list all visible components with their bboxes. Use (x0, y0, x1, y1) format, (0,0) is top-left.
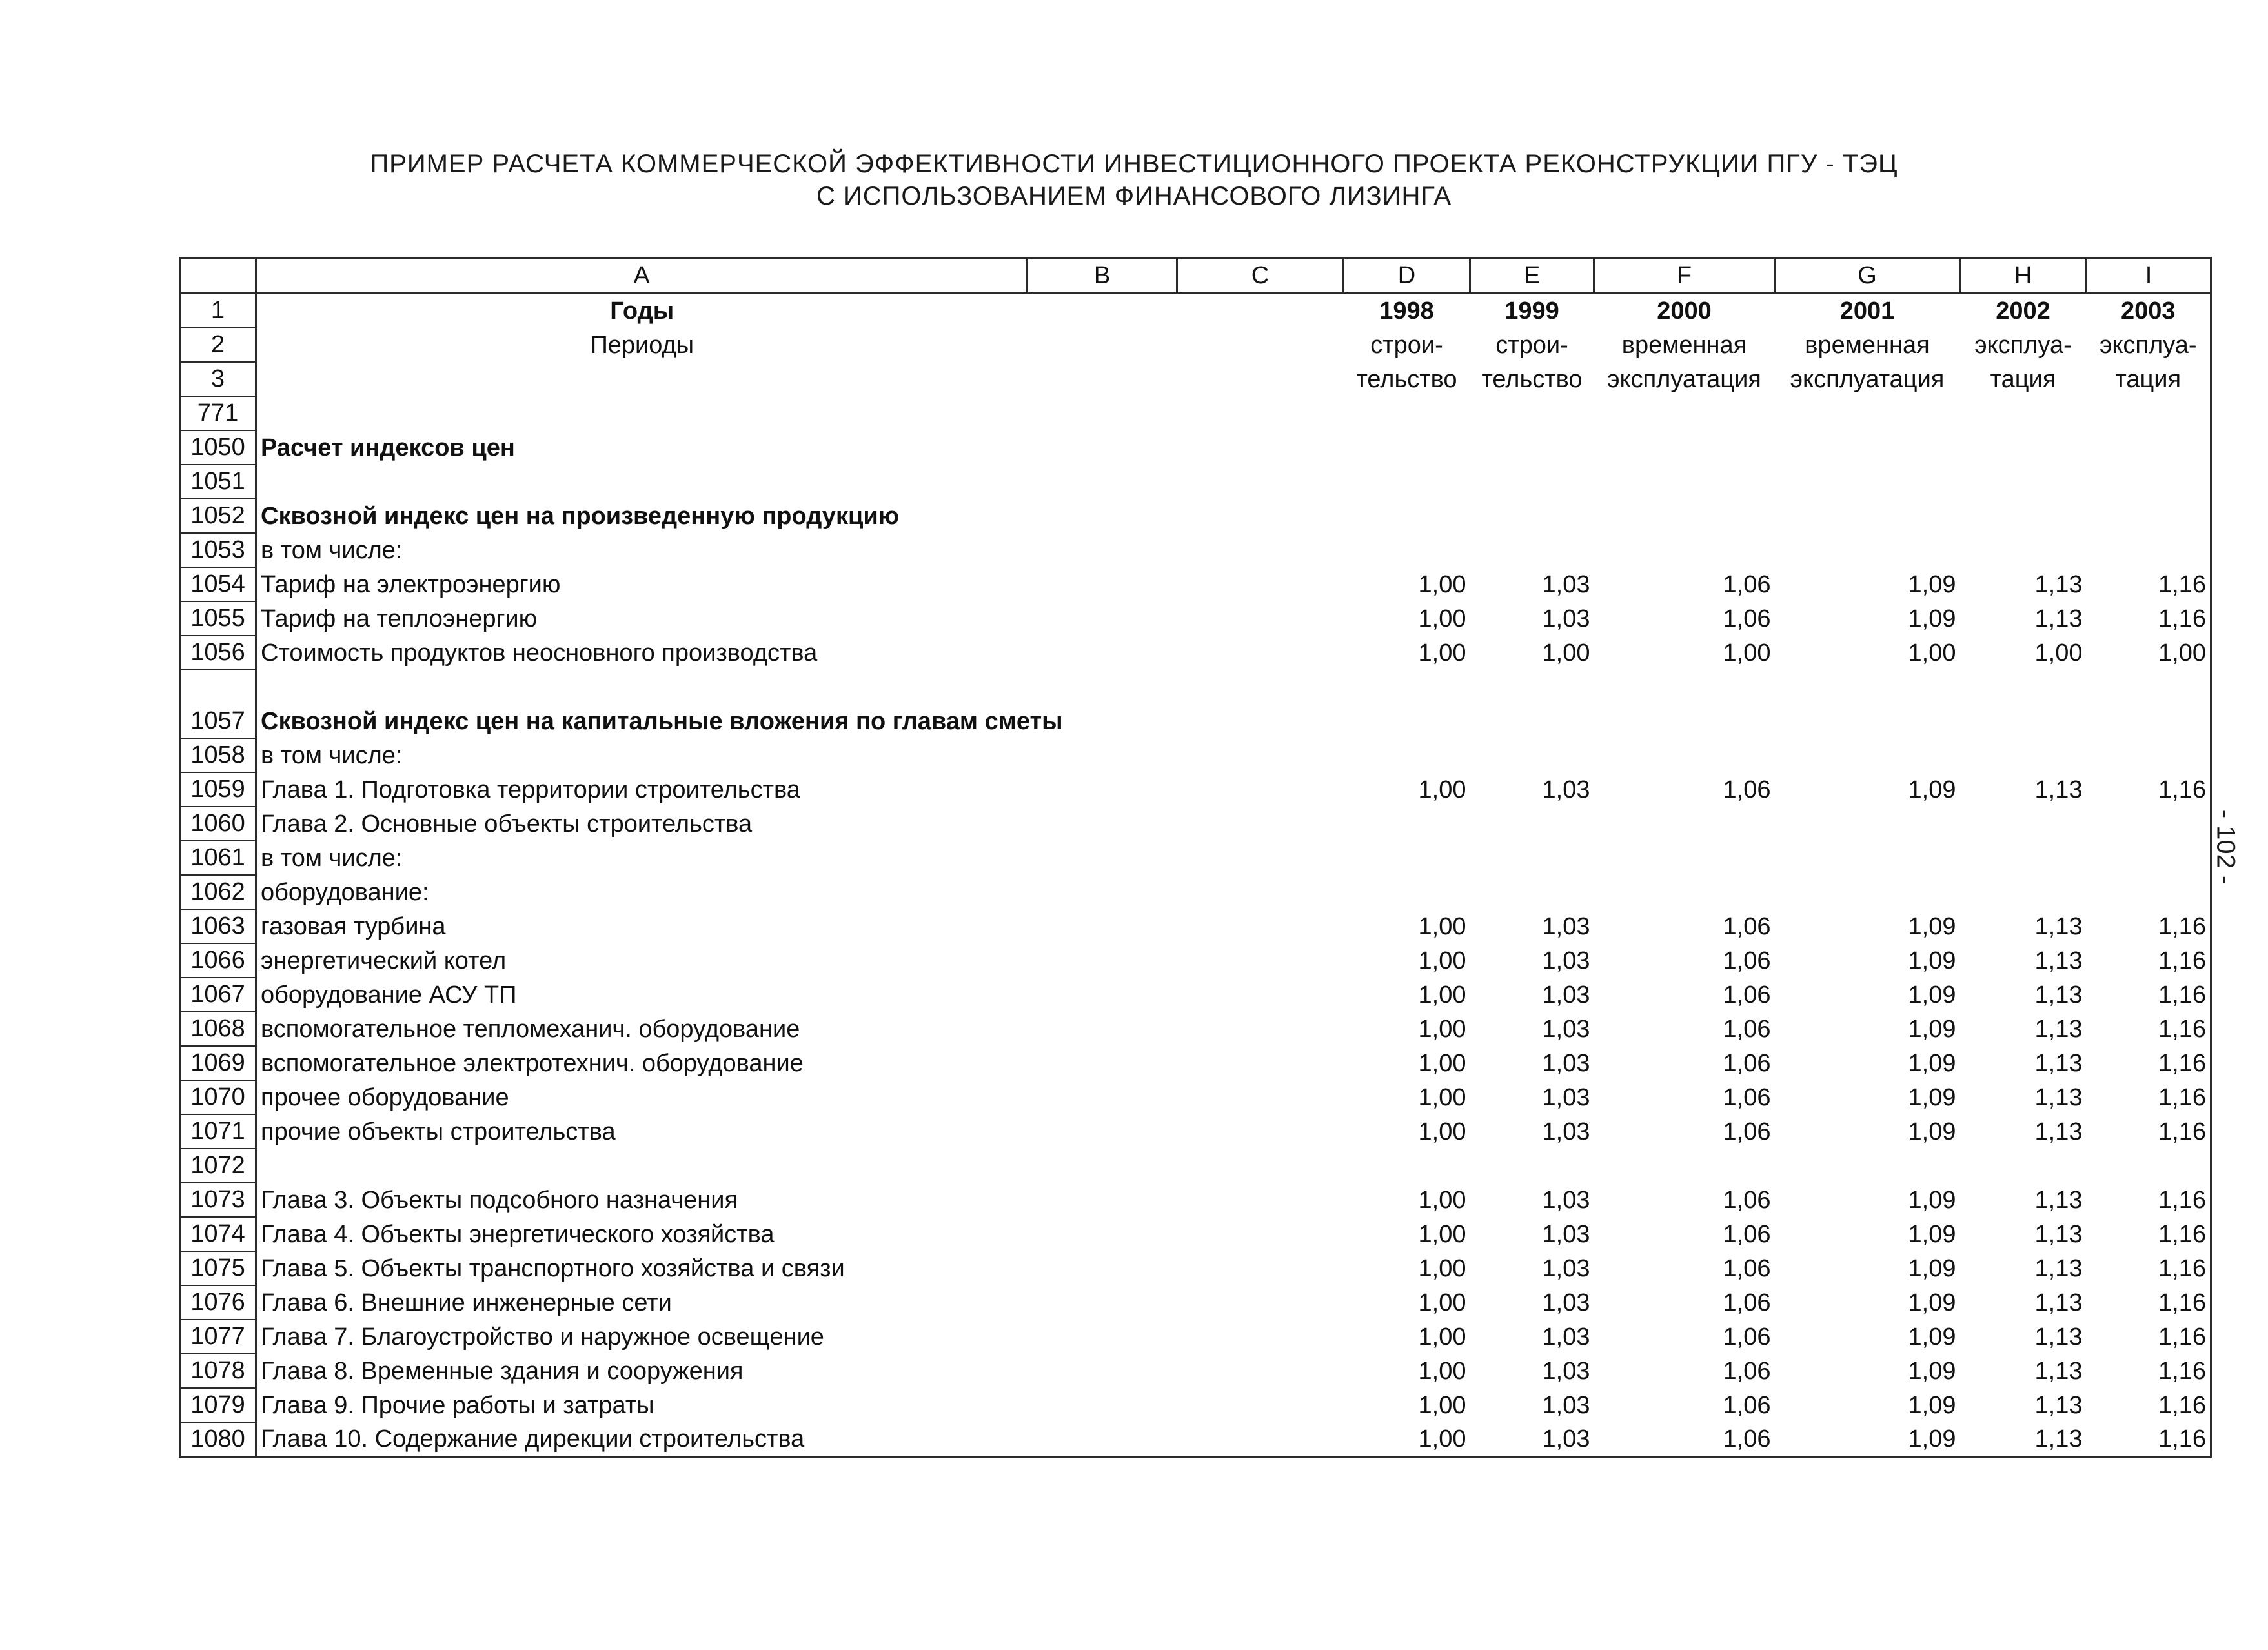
row-label (256, 1149, 1028, 1183)
table-row-periods-2 (180, 362, 2211, 396)
value-cell: 1,06 (1723, 1289, 1771, 1316)
value-cell: 1,16 (2087, 1388, 2211, 1422)
value-cell: 1,13 (2034, 776, 2083, 803)
table-row (180, 943, 2211, 978)
row-label: Глава 2. Основные объекты строительства (261, 810, 753, 838)
value-cell: 1,00 (1418, 571, 1466, 598)
value-cell: 1,03 (1542, 1118, 1590, 1145)
value-cell: 1,09 (1908, 1289, 1956, 1316)
period-cell: тация (1990, 366, 2056, 393)
value-cell: 1,06 (1723, 571, 1771, 598)
value-cell: 1,13 (2034, 1323, 2083, 1351)
column-header-a[interactable]: A (256, 258, 1028, 294)
value-cell: 1,06 (1723, 1016, 1771, 1043)
value-cell: 1,06 (1723, 1118, 1771, 1145)
year-cell: 2003 (2087, 294, 2211, 328)
value-cell: 1,06 (1723, 981, 1771, 1009)
period-cell: эксплуатация (1607, 366, 1761, 393)
document-title-line2: С ИСПОЛЬЗОВАНИЕМ ФИНАНСОВОГО ЛИЗИНГА (816, 182, 1452, 210)
row-number[interactable]: 1061 (180, 841, 256, 875)
value-cell: 1,09 (1908, 1323, 1956, 1351)
value-cell: 1,06 (1723, 1358, 1771, 1385)
row-label: прочее оборудование (261, 1084, 509, 1111)
value-cell: 1,16 (2087, 1080, 2211, 1114)
value-cell: 1,13 (2034, 1187, 2083, 1214)
value-cell: 1,16 (2087, 1285, 2211, 1320)
period-cell: временная (1621, 332, 1747, 359)
value-cell: 1,09 (1908, 1118, 1956, 1145)
table-row (180, 1012, 2211, 1046)
row-number[interactable]: 1079 (180, 1388, 256, 1422)
row-number[interactable]: 1057 (180, 670, 256, 738)
row-number[interactable]: 1067 (180, 978, 256, 1012)
value-cell: 1,03 (1470, 1422, 1594, 1457)
row-number[interactable]: 1072 (180, 1149, 256, 1183)
table-row (180, 430, 2211, 465)
value-cell: 1,13 (2034, 1084, 2083, 1111)
value-cell: 1,06 (1723, 1392, 1771, 1419)
row-number[interactable]: 1078 (180, 1354, 256, 1388)
row-number[interactable]: 1051 (180, 465, 256, 499)
row-label: Тариф на теплоэнергию (261, 605, 538, 632)
row-label: Глава 5. Объекты транспортного хозяйства и связи (261, 1255, 845, 1282)
value-cell: 1,06 (1723, 1050, 1771, 1077)
row-label: в том числе: (261, 742, 403, 769)
value-cell: 1,09 (1908, 981, 1956, 1009)
value-cell: 1,03 (1542, 1255, 1590, 1282)
value-cell: 1,09 (1908, 1187, 1956, 1214)
value-cell: 1,00 (1344, 1422, 1470, 1457)
value-cell: 1,09 (1908, 1016, 1956, 1043)
value-cell: 1,03 (1542, 776, 1590, 803)
row-label: прочие объекты строительства (261, 1118, 616, 1145)
value-cell: 1,13 (2034, 605, 2083, 632)
table-row (180, 1320, 2211, 1354)
value-cell: 1,09 (1908, 1050, 1956, 1077)
row-label: Глава 10. Содержание дирекции строительства (256, 1422, 1028, 1457)
table-row (180, 1388, 2211, 1422)
table-row (180, 670, 2211, 738)
period-cell: тельство (1356, 366, 1457, 393)
table-row (180, 567, 2211, 601)
value-cell: 1,13 (1960, 1422, 2087, 1457)
value-cell: 1,13 (2034, 1016, 2083, 1043)
row-number[interactable]: 1059 (180, 772, 256, 807)
value-cell: 1,00 (1908, 639, 1956, 667)
table-row-blank (180, 396, 2211, 430)
value-cell: 1,00 (1418, 1323, 1466, 1351)
years-label: Годы (610, 297, 674, 325)
row-number[interactable]: 1077 (180, 1320, 256, 1354)
value-cell: 1,16 (2087, 601, 2211, 636)
value-cell: 1,09 (1908, 571, 1956, 598)
row-label: вспомогательное тепломеханич. оборудование (261, 1016, 800, 1043)
row-number[interactable]: 1056 (180, 636, 256, 670)
value-cell: 1,00 (1418, 639, 1466, 667)
row-label: Расчет индексов цен (261, 434, 515, 461)
value-cell: 1,13 (2034, 1118, 2083, 1145)
row-number[interactable]: 1069 (180, 1046, 256, 1080)
row-label: Сквозной индекс цен на произведенную продукцию (261, 503, 900, 530)
row-label: энергетический котел (261, 947, 507, 974)
table-row (180, 636, 2211, 670)
period-cell: строи- (1495, 332, 1568, 359)
column-header-e[interactable]: E (1470, 258, 1594, 294)
table-row (180, 875, 2211, 909)
value-cell: 1,13 (2034, 1255, 2083, 1282)
spreadsheet-table (179, 257, 2212, 1458)
value-cell: 1,09 (1908, 1358, 1956, 1385)
value-cell: 1,09 (1908, 1084, 1956, 1111)
row-number[interactable]: 1068 (180, 1012, 256, 1046)
period-cell: временная (1805, 332, 1930, 359)
value-cell: 1,00 (1418, 776, 1466, 803)
value-cell: 1,06 (1723, 913, 1771, 940)
row-label: Глава 9. Прочие работы и затраты (261, 1392, 654, 1419)
row-number[interactable]: 1060 (180, 807, 256, 841)
value-cell: 1,13 (2034, 947, 2083, 974)
row-label (256, 465, 1028, 499)
row-label: Глава 4. Объекты энергетического хозяйства (261, 1221, 775, 1248)
column-header-b[interactable]: B (1028, 258, 1177, 294)
table-row (180, 499, 2211, 533)
row-number[interactable]: 1073 (180, 1183, 256, 1217)
value-cell: 1,03 (1542, 1084, 1590, 1111)
document-title-line1: ПРИМЕР РАСЧЕТА КОММЕРЧЕСКОЙ ЭФФЕКТИВНОСТИ ИНВЕСТИЦИОННОГО ПРОЕКТА РЕКОНСТРУКЦИИ ПГУ - ТЭЦ (370, 150, 1898, 178)
table-row (180, 772, 2211, 807)
value-cell: 1,03 (1542, 1323, 1590, 1351)
row-label: Тариф на электроэнергию (261, 571, 561, 598)
value-cell: 1,16 (2087, 909, 2211, 943)
value-cell: 1,03 (1542, 1392, 1590, 1419)
value-cell: 1,03 (1542, 1050, 1590, 1077)
column-header-h[interactable]: H (1960, 258, 2087, 294)
period-cell: тация (2087, 362, 2211, 396)
row-label: в том числе: (261, 537, 403, 564)
value-cell: 1,09 (1908, 605, 1956, 632)
table-row (180, 1149, 2211, 1183)
row-label: оборудование: (261, 879, 429, 906)
column-header-g[interactable]: G (1775, 258, 1960, 294)
row-number[interactable]: 1050 (180, 430, 256, 465)
value-cell: 1,06 (1723, 1323, 1771, 1351)
row-number[interactable]: 1062 (180, 875, 256, 909)
year-cell: 1999 (1504, 297, 1559, 325)
value-cell: 1,16 (2087, 1012, 2211, 1046)
column-header-row (180, 258, 2211, 294)
value-cell: 1,00 (1418, 1392, 1466, 1419)
row-number[interactable]: 1053 (180, 533, 256, 567)
periods-label: Периоды (590, 332, 694, 359)
row-label: Глава 8. Временные здания и сооружения (261, 1358, 744, 1385)
value-cell: 1,00 (1418, 1118, 1466, 1145)
value-cell: 1,00 (1418, 1255, 1466, 1282)
column-header-d[interactable]: D (1344, 258, 1470, 294)
table-row (180, 601, 2211, 636)
value-cell: 1,06 (1594, 1422, 1775, 1457)
row-number[interactable]: 1058 (180, 738, 256, 772)
value-cell: 1,13 (2034, 1358, 2083, 1385)
row-label: вспомогательное электротехнич. оборудование (261, 1050, 804, 1077)
table-row (180, 1354, 2211, 1388)
value-cell: 1,00 (2087, 636, 2211, 670)
value-cell: 1,03 (1542, 1221, 1590, 1248)
table-row (180, 1285, 2211, 1320)
value-cell: 1,09 (1908, 947, 1956, 974)
value-cell: 1,03 (1542, 1016, 1590, 1043)
row-label: в том числе: (261, 845, 403, 872)
period-cell: эксплуа- (2087, 328, 2211, 362)
value-cell: 1,00 (1418, 1358, 1466, 1385)
year-cell: 1998 (1379, 297, 1434, 325)
table-row (180, 1114, 2211, 1149)
value-cell: 1,00 (1418, 981, 1466, 1009)
column-header-f[interactable]: F (1594, 258, 1775, 294)
period-cell: тельство (1481, 366, 1583, 393)
value-cell: 1,00 (1542, 639, 1590, 667)
row-number[interactable]: 1080 (180, 1422, 256, 1457)
value-cell: 1,13 (2034, 913, 2083, 940)
value-cell: 1,03 (1542, 947, 1590, 974)
value-cell: 1,00 (1418, 1289, 1466, 1316)
period-cell: строи- (1370, 332, 1443, 359)
corner-cell (180, 258, 256, 294)
row-number[interactable]: 1054 (180, 567, 256, 601)
row-number[interactable]: 1063 (180, 909, 256, 943)
row-label: газовая турбина (261, 913, 446, 940)
table-row (180, 1422, 2211, 1457)
value-cell: 1,03 (1542, 605, 1590, 632)
table-row (180, 841, 2211, 875)
value-cell: 1,16 (2087, 1183, 2211, 1217)
value-cell: 1,00 (1418, 1050, 1466, 1077)
table-row (180, 909, 2211, 943)
period-cell: эксплуатация (1790, 366, 1945, 393)
value-cell: 1,13 (2034, 1221, 2083, 1248)
value-cell: 1,00 (1418, 913, 1466, 940)
value-cell: 1,06 (1723, 776, 1771, 803)
row-number[interactable]: 1074 (180, 1217, 256, 1251)
value-cell: 1,00 (1418, 605, 1466, 632)
value-cell: 1,13 (2034, 1050, 2083, 1077)
value-cell: 1,13 (2034, 571, 2083, 598)
value-cell: 1,06 (1723, 1084, 1771, 1111)
value-cell: 1,09 (1775, 1422, 1960, 1457)
value-cell: 1,06 (1723, 605, 1771, 632)
row-number[interactable]: 1070 (180, 1080, 256, 1114)
value-cell: 1,03 (1542, 1187, 1590, 1214)
row-number[interactable]: 3 (180, 362, 256, 396)
value-cell: 1,16 (2087, 772, 2211, 807)
value-cell: 1,16 (2087, 978, 2211, 1012)
value-cell: 1,13 (2034, 1392, 2083, 1419)
row-number[interactable]: 771 (180, 396, 256, 430)
table-row (180, 1080, 2211, 1114)
row-label: Глава 3. Объекты подсобного назначения (261, 1187, 738, 1214)
row-number[interactable]: 1076 (180, 1285, 256, 1320)
value-cell: 1,09 (1908, 776, 1956, 803)
value-cell: 1,00 (1418, 1016, 1466, 1043)
row-label: Сквозной индекс цен на капитальные вложения по главам сметы (261, 708, 1063, 735)
row-label: Глава 7. Благоустройство и наружное освещение (261, 1323, 824, 1351)
value-cell: 1,13 (2034, 981, 2083, 1009)
row-number[interactable]: 1075 (180, 1251, 256, 1285)
period-cell: эксплуа- (1974, 332, 2072, 359)
table-row-periods (180, 328, 2211, 362)
row-number[interactable]: 1 (180, 294, 256, 328)
table-row (180, 1183, 2211, 1217)
row-label: Глава 1. Подготовка территории строительства (261, 776, 800, 803)
value-cell: 1,00 (1418, 1187, 1466, 1214)
value-cell: 1,06 (1723, 947, 1771, 974)
value-cell: 1,00 (1418, 1221, 1466, 1248)
page-number: - 102 - (2211, 809, 2240, 885)
value-cell: 1,06 (1723, 1255, 1771, 1282)
row-label: Стоимость продуктов неосновного производства (261, 639, 818, 667)
value-cell: 1,16 (2087, 1114, 2211, 1149)
value-cell: 1,09 (1908, 913, 1956, 940)
value-cell: 1,09 (1908, 1255, 1956, 1282)
value-cell: 1,16 (2087, 1251, 2211, 1285)
value-cell: 1,13 (2034, 1289, 2083, 1316)
value-cell: 1,16 (2087, 1217, 2211, 1251)
row-number[interactable]: 1055 (180, 601, 256, 636)
value-cell: 1,03 (1542, 1289, 1590, 1316)
row-number[interactable]: 1066 (180, 943, 256, 978)
value-cell: 1,16 (2087, 1354, 2211, 1388)
table-row (180, 738, 2211, 772)
value-cell: 1,03 (1542, 913, 1590, 940)
value-cell: 1,03 (1542, 1358, 1590, 1385)
table-row (180, 978, 2211, 1012)
value-cell: 1,16 (2087, 1422, 2211, 1457)
year-cell: 2001 (1839, 297, 1895, 325)
value-cell: 1,06 (1723, 1221, 1771, 1248)
value-cell: 1,03 (1542, 571, 1590, 598)
table-row (180, 1046, 2211, 1080)
value-cell: 1,06 (1723, 1187, 1771, 1214)
value-cell: 1,16 (2087, 1046, 2211, 1080)
table-row (180, 1251, 2211, 1285)
table-row (180, 807, 2211, 841)
value-cell: 1,00 (2034, 639, 2083, 667)
value-cell: 1,16 (2087, 1320, 2211, 1354)
value-cell: 1,09 (1908, 1221, 1956, 1248)
column-header-c[interactable]: C (1177, 258, 1344, 294)
row-label: оборудование АСУ ТП (261, 981, 517, 1009)
row-label: Глава 6. Внешние инженерные сети (261, 1289, 672, 1316)
table-row (180, 465, 2211, 499)
value-cell: 1,00 (1418, 1084, 1466, 1111)
year-cell: 2000 (1657, 297, 1712, 325)
value-cell: 1,16 (2087, 567, 2211, 601)
value-cell: 1,00 (1418, 947, 1466, 974)
value-cell: 1,09 (1908, 1392, 1956, 1419)
table-row (180, 1217, 2211, 1251)
row-number[interactable]: 2 (180, 328, 256, 362)
year-cell: 2002 (1996, 297, 2050, 325)
table-row-years (180, 294, 2211, 328)
value-cell: 1,03 (1542, 981, 1590, 1009)
row-number[interactable]: 1052 (180, 499, 256, 533)
column-header-i[interactable]: I (2087, 258, 2211, 294)
table-row (180, 533, 2211, 567)
value-cell: 1,00 (1723, 639, 1771, 667)
value-cell: 1,16 (2087, 943, 2211, 978)
row-number[interactable]: 1071 (180, 1114, 256, 1149)
